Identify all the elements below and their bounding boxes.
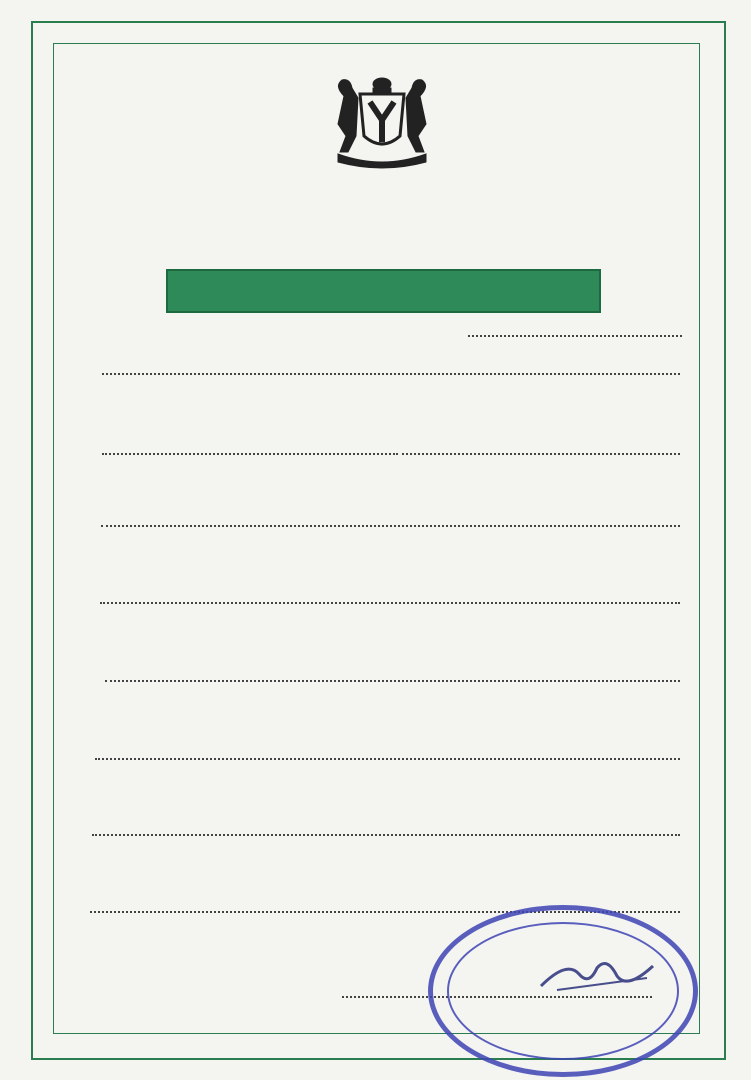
sex-field — [400, 452, 682, 459]
dob-field — [100, 452, 400, 459]
father-field — [98, 601, 682, 608]
mother-line — [95, 757, 680, 760]
father-line — [100, 601, 680, 604]
tribe-line — [105, 679, 680, 682]
dob-line — [102, 452, 398, 455]
place-line — [101, 524, 680, 527]
tribe-field — [93, 679, 682, 686]
sex-line — [402, 452, 680, 455]
child-name-field — [100, 372, 682, 379]
mother-field — [93, 757, 682, 764]
coat-of-arms-icon — [324, 74, 440, 170]
serial-line — [468, 334, 682, 337]
place-field — [99, 524, 682, 531]
child-name-line — [102, 372, 680, 375]
residence-line — [92, 833, 680, 836]
serial-field — [466, 334, 684, 341]
signature-icon — [537, 956, 657, 996]
certificate-title — [166, 269, 601, 313]
inner-frame — [53, 43, 700, 1034]
official-stamp — [428, 905, 698, 1077]
residence-field — [90, 833, 682, 840]
